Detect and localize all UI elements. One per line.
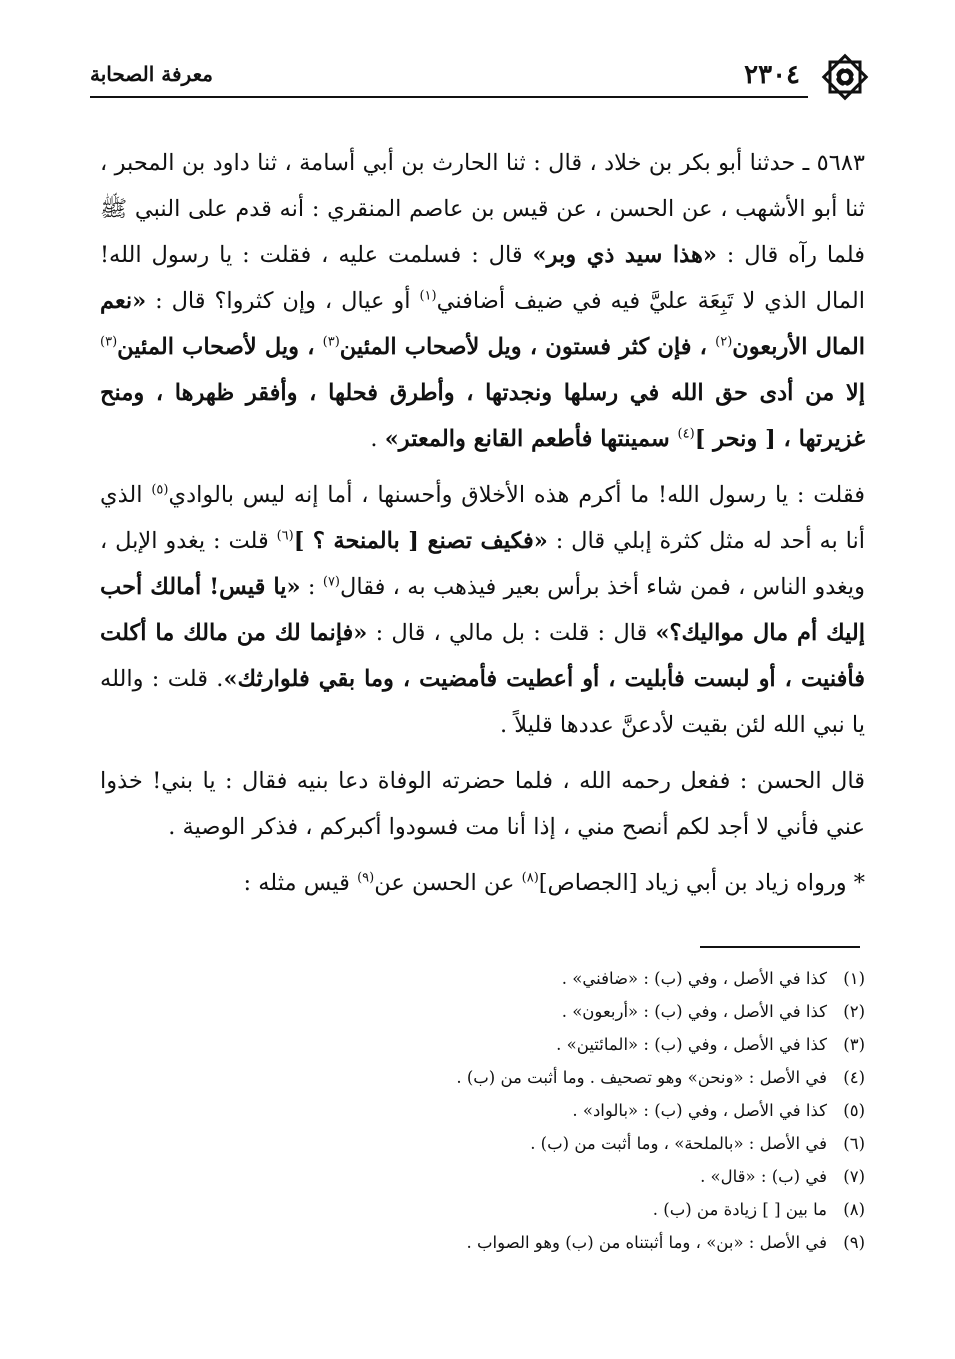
footnote-ref: (٦) xyxy=(276,528,294,544)
footnote-ref: (٩) xyxy=(357,870,375,886)
header-divider xyxy=(90,96,808,98)
main-text xyxy=(100,140,865,906)
footnote-ref: (٣) xyxy=(100,334,118,350)
footnote-item: (٨)ما بين [ ] زيادة من (ب) . xyxy=(652,1200,865,1219)
footnote-ref: (٤) xyxy=(677,426,695,442)
footnote-ref: (٨) xyxy=(521,870,539,886)
paragraph-hadith: ٥٦٨٣ ـ حدثنا أبو بكر بن خلاد ، قال : ثنا الحارث بن أبي أسامة ، ثنا داود بن المحبر ، ثنا أبو الأشهب ، عن الحسن ، عن قيس بن عاصم المنقري : أنه قدم على النبي ﷺ فلما رآه قال : «هذا سيد ذي وبر» قال : فسلمت عليه ، فقلت : يا رسول الله! المال الذي لا تَبِعَة عليَّ فيه في ضيف أضافني$^{(١)}$ أو عيال ، وإن كثروا؟ قال : «نعم المال الأربعون$^{(٢)}$ ، فإن كثر فستون ، ويل لأصحاب المئين$^{(٣)}$ ، ويل لأصحاب المئين$^{(٣)}$ إلا من أدى حق الله في رسلها ونجدتها ، وأطرق فحلها ، وأفقر ظهرها ، ومنح غزيرتها ، [ ونحر ]$^{(٤)}$ سمينتها فأطعم القانع والمعتر» . xyxy=(100,150,865,452)
footnote-item: (٩)في الأصل : «بن» ، وما أثبتناه من (ب) وهو الصواب . xyxy=(466,1233,865,1252)
page-number: ٢٣٠٤ xyxy=(744,60,800,90)
paragraph-riwaya: * ورواه زياد بن أبي زياد [الجصاص]$^{(٨)}$ عن الحسن عن$^{(٩)}$ قيس مثله : xyxy=(243,870,865,896)
running-title: معرفة الصحابة xyxy=(90,62,213,86)
footnote-item: (٦)في الأصل : «بالملحة» ، وما أثبت من (ب) . xyxy=(530,1134,865,1153)
footnote-ref: (٢) xyxy=(715,334,733,350)
footnote-item: (٥)كذا في الأصل ، وفي (ب) : «بالواد» . xyxy=(572,1101,865,1120)
footnote-item: (٧)في (ب) : «قال» . xyxy=(700,1167,865,1186)
footnote-ref: (١) xyxy=(419,288,437,304)
paragraph-hasan: قال الحسن : ففعل رحمه الله ، فلما حضرته الوفاة دعا بنيه فقال : يا بني! خذوا عني فأني لا أجد لكم أنصح مني ، إذا أنا مت فسودوا أكبركم ، فذكر الوصية . xyxy=(100,768,865,840)
footnotes xyxy=(200,962,865,1259)
footnote-ref: (٧) xyxy=(322,574,340,590)
footnote-item: (٤)في الأصل : «ونحن» وهو تصحيف . وما أثبت من (ب) . xyxy=(456,1068,865,1087)
footnote-item: (٣)كذا في الأصل ، وفي (ب) : «المائتين» . xyxy=(556,1035,865,1054)
footnote-ref: (٣) xyxy=(322,334,340,350)
footnote-item: (١)كذا في الأصل ، وفي (ب) : «ضافني» . xyxy=(561,969,865,988)
ornament-icon xyxy=(820,52,870,102)
footnote-ref: (٥) xyxy=(151,482,169,498)
footnote-item: (٢)كذا في الأصل ، وفي (ب) : «أربعون» . xyxy=(561,1002,865,1021)
paragraph-dialogue: فقلت : يا رسول الله! ما أكرم هذه الأخلاق وأحسنها ، أما إنه ليس بالوادي$^{(٥)}$ الذي أنا به أحد له مثل كثرة إبلي قال : «فكيف تصنع [ بالمنحة ؟ ]$^{(٦)}$ قلت : يغدو الإبل ، ويغدو الناس ، فمن شاء أخذ برأس بعير فيذهب به ، فقال$^{(٧)}$ : «يا قيس! أمالك أحب إليك أم مال مواليك؟» قال : قلت : بل مالي ، قال : «فإنما لك من مالك ما أكلت فأفنيت ، أو لبست فأبليت ، أو أعطيت فأمضيت ، وما بقي فلوارثك». قلت : والله يا نبي الله لئن بقيت لأدعنَّ عددها قليلاً . xyxy=(100,482,865,738)
footnote-divider xyxy=(700,946,860,948)
page-header xyxy=(90,52,870,96)
